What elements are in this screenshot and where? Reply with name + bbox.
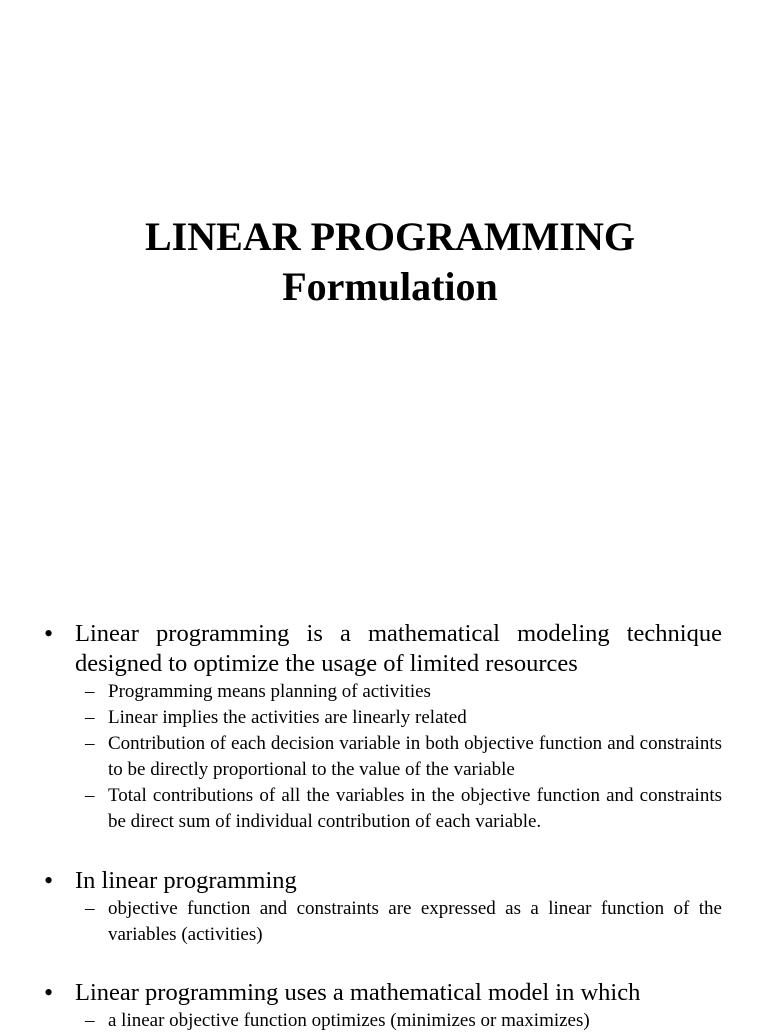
sub-item	[75, 731, 722, 783]
bullet-text: Linear programming uses a mathematical model in which	[75, 979, 641, 1006]
dash-marker: –	[85, 785, 95, 806]
bullet-marker: •	[44, 978, 54, 1007]
bullet-list	[44, 619, 722, 1034]
dash-marker: –	[85, 681, 95, 702]
sub-list	[75, 1008, 722, 1034]
sub-item	[75, 679, 722, 705]
sub-list	[75, 896, 722, 948]
bullet-item-definition	[44, 619, 722, 835]
sub-item-text: Contribution of each decision variable in both objective function and constraints to be directly proportional to the value of the variable	[108, 733, 722, 780]
sub-item-text: Total contributions of all the variables in the objective function and constraints be direct sum of individual contribution of each variable.	[108, 785, 722, 832]
dash-marker: –	[85, 707, 95, 728]
slide-title	[0, 212, 768, 312]
bullet-text: In linear programming	[75, 867, 297, 894]
sub-item	[75, 783, 722, 835]
bullet-marker: •	[44, 619, 54, 648]
sub-item	[75, 705, 722, 731]
bullet-marker: •	[44, 866, 54, 895]
sub-list	[75, 679, 722, 835]
dash-marker: –	[85, 1010, 95, 1031]
sub-item	[75, 1008, 722, 1034]
bullet-item-in-linear-programming	[44, 866, 722, 948]
sub-item-text: objective function and constraints are expressed as a linear function of the variables (activities)	[108, 898, 722, 945]
sub-item-text: Programming means planning of activities	[108, 681, 431, 702]
bullet-text: Linear programming is a mathematical modeling technique designed to optimize the usage of limited resources	[75, 620, 722, 677]
bullet-item-model	[44, 978, 722, 1034]
dash-marker: –	[85, 733, 95, 754]
title-line-2: Formulation	[282, 264, 498, 309]
sub-item-text: Linear implies the activities are linearly related	[108, 707, 467, 728]
sub-item-text: a linear objective function optimizes (minimizes or maximizes)	[108, 1010, 590, 1031]
title-line-1: LINEAR PROGRAMMING	[145, 214, 635, 259]
dash-marker: –	[85, 898, 95, 919]
sub-item	[75, 896, 722, 948]
